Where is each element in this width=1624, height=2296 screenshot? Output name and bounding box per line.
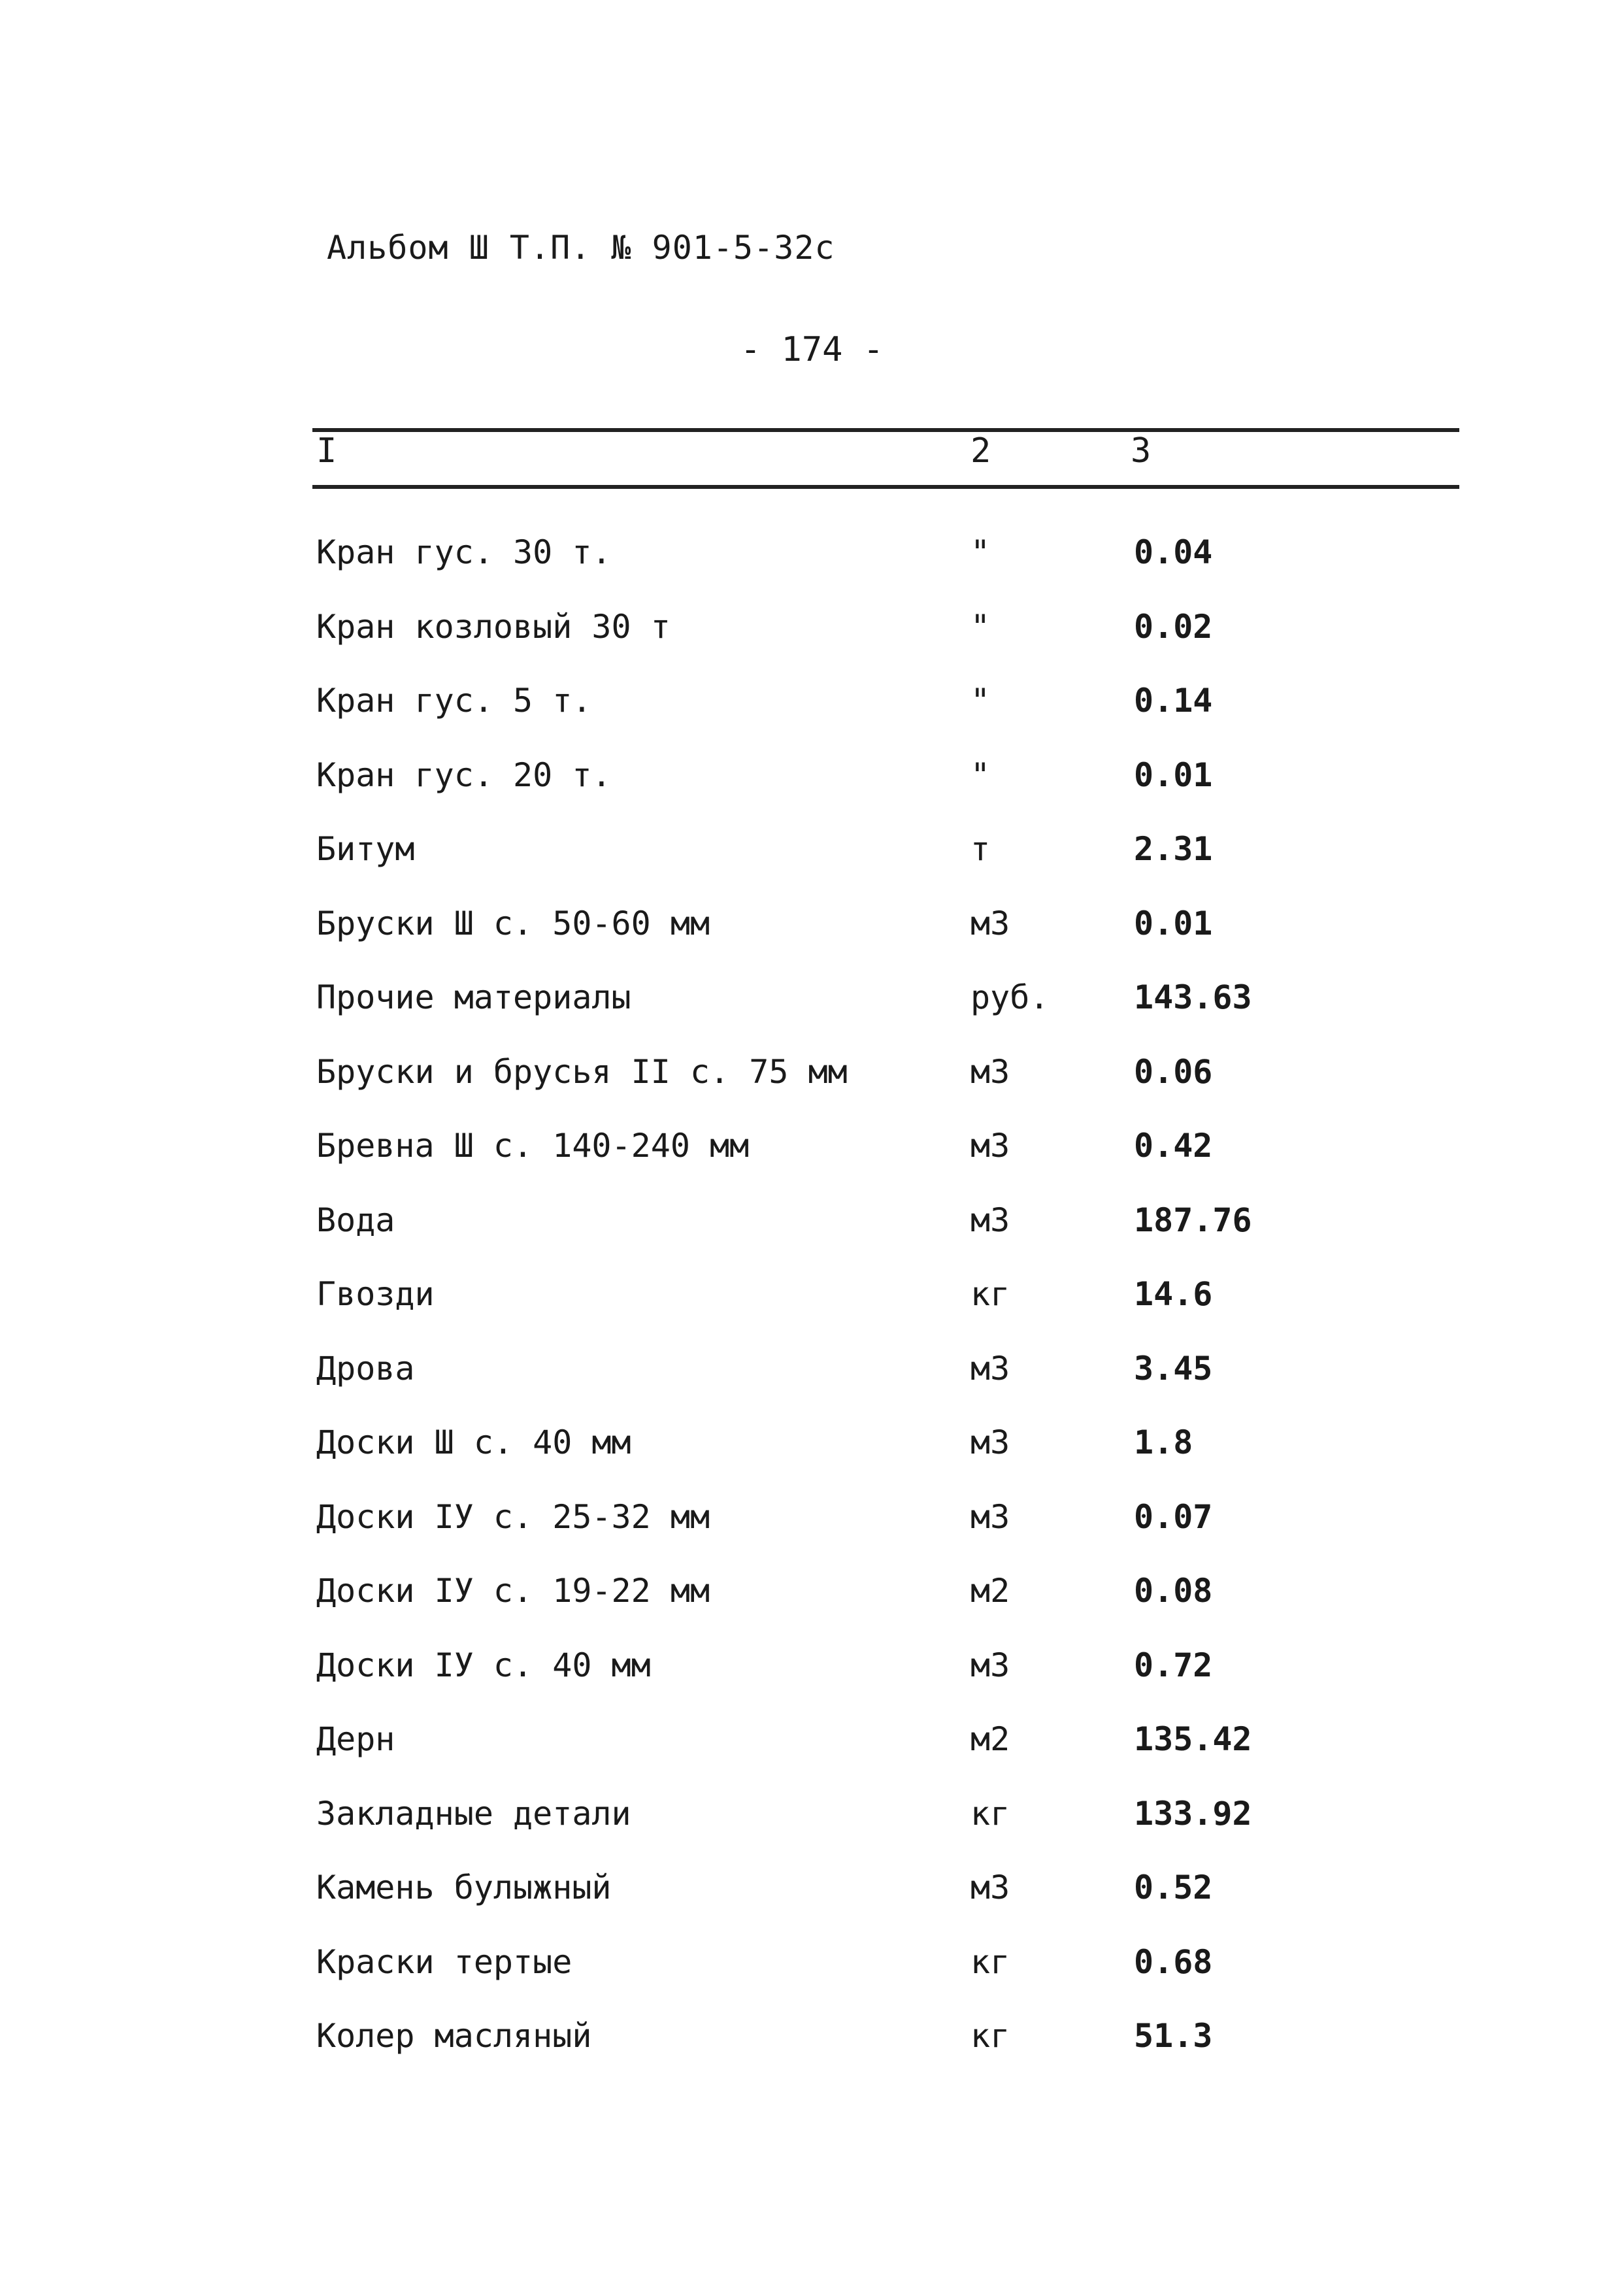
- row-quantity: 0.08: [1134, 1572, 1213, 1610]
- column-header-1: I: [316, 431, 337, 471]
- table-row: [0, 826, 1624, 901]
- table-row: [0, 1939, 1624, 2014]
- table-row: [0, 604, 1624, 678]
- row-quantity: 0.42: [1134, 1127, 1213, 1165]
- row-name: Колер масляный: [316, 2017, 592, 2055]
- column-header-2: 2: [970, 431, 991, 471]
- table-row: [0, 1568, 1624, 1642]
- row-name: Дерн: [316, 1720, 395, 1758]
- row-name: Бруски и брусья II с. 75 мм: [316, 1052, 848, 1091]
- table-row: [0, 901, 1624, 975]
- table-row: [0, 1494, 1624, 1569]
- row-name: Бревна Ш с. 140-240 мм: [316, 1127, 750, 1165]
- row-name: Доски IУ с. 40 мм: [316, 1646, 651, 1684]
- row-quantity: 187.76: [1134, 1201, 1252, 1239]
- row-quantity: 133.92: [1134, 1794, 1252, 1833]
- row-name: Доски IУ с. 25-32 мм: [316, 1497, 710, 1536]
- row-quantity: 3.45: [1134, 1349, 1213, 1388]
- row-unit: м3: [970, 1497, 1010, 1536]
- table-row: [0, 1123, 1624, 1197]
- row-name: Краски тертые: [316, 1942, 572, 1981]
- row-quantity: 0.72: [1134, 1646, 1213, 1684]
- row-unit: ": [970, 607, 991, 646]
- row-unit: м3: [970, 1349, 1010, 1388]
- table-row: [0, 1346, 1624, 1420]
- row-name: Кран гус. 30 т.: [316, 533, 612, 571]
- row-unit: м3: [970, 1423, 1010, 1461]
- row-name: Кран гус. 5 т.: [316, 682, 592, 720]
- row-unit: м3: [970, 904, 1010, 942]
- row-unit: м3: [970, 1052, 1010, 1091]
- table-row: [0, 1865, 1624, 1939]
- table-row: [0, 1642, 1624, 1717]
- table-row: [0, 1271, 1624, 1346]
- row-unit: кг: [970, 1794, 1010, 1833]
- row-unit: ": [970, 682, 991, 720]
- table-top-rule: [312, 428, 1459, 432]
- row-quantity: 0.68: [1134, 1942, 1213, 1981]
- row-unit: м3: [970, 1127, 1010, 1165]
- table-row: [0, 1791, 1624, 1865]
- row-name: Доски IУ с. 19-22 мм: [316, 1572, 710, 1610]
- row-unit: м2: [970, 1720, 1010, 1758]
- row-unit: кг: [970, 1275, 1010, 1313]
- row-unit: т: [970, 830, 991, 868]
- table-row: [0, 1049, 1624, 1123]
- row-quantity: 0.01: [1134, 904, 1213, 942]
- row-quantity: 0.14: [1134, 682, 1213, 720]
- row-quantity: 135.42: [1134, 1720, 1252, 1758]
- table-row: [0, 529, 1624, 604]
- row-name: Вода: [316, 1201, 395, 1239]
- row-name: Гвозди: [316, 1275, 435, 1313]
- row-unit: ": [970, 756, 991, 794]
- table-row: [0, 1197, 1624, 1272]
- row-unit: ": [970, 533, 991, 571]
- row-unit: м3: [970, 1646, 1010, 1684]
- page-number: - 174 -: [740, 330, 884, 369]
- document-reference: Альбом Ш Т.П. № 901-5-32с: [327, 229, 835, 267]
- row-unit: руб.: [970, 978, 1050, 1016]
- row-quantity: 0.07: [1134, 1497, 1213, 1536]
- table-header-rule: [312, 485, 1459, 489]
- row-name: Кран гус. 20 т.: [316, 756, 612, 794]
- table-row: [0, 678, 1624, 752]
- column-header-3: 3: [1131, 431, 1152, 471]
- row-unit: м2: [970, 1572, 1010, 1610]
- row-unit: кг: [970, 1942, 1010, 1981]
- row-name: Камень булыжный: [316, 1869, 612, 1906]
- row-quantity: 1.8: [1134, 1423, 1193, 1461]
- table-body: [0, 529, 1624, 2088]
- row-quantity: 0.01: [1134, 756, 1213, 794]
- row-name: Битум: [316, 830, 415, 868]
- table-row: [0, 2013, 1624, 2088]
- row-quantity: 51.3: [1134, 2017, 1213, 2055]
- row-quantity: 143.63: [1134, 978, 1252, 1016]
- table-row: [0, 974, 1624, 1049]
- row-quantity: 0.52: [1134, 1869, 1213, 1906]
- row-name: Кран козловый 30 т: [316, 607, 671, 646]
- row-unit: м3: [970, 1201, 1010, 1239]
- row-quantity: 14.6: [1134, 1275, 1213, 1313]
- row-quantity: 0.06: [1134, 1052, 1213, 1091]
- row-name: Бруски Ш с. 50-60 мм: [316, 904, 710, 942]
- row-name: Прочие материалы: [316, 978, 631, 1016]
- row-quantity: 0.04: [1134, 533, 1213, 571]
- table-row: [0, 1716, 1624, 1791]
- table-row: [0, 752, 1624, 827]
- row-unit: кг: [970, 2017, 1010, 2055]
- row-name: Закладные детали: [316, 1794, 631, 1833]
- row-unit: м3: [970, 1869, 1010, 1906]
- row-name: Дрова: [316, 1349, 415, 1388]
- row-quantity: 2.31: [1134, 830, 1213, 868]
- table-row: [0, 1420, 1624, 1494]
- row-name: Доски Ш с. 40 мм: [316, 1423, 631, 1461]
- row-quantity: 0.02: [1134, 607, 1213, 646]
